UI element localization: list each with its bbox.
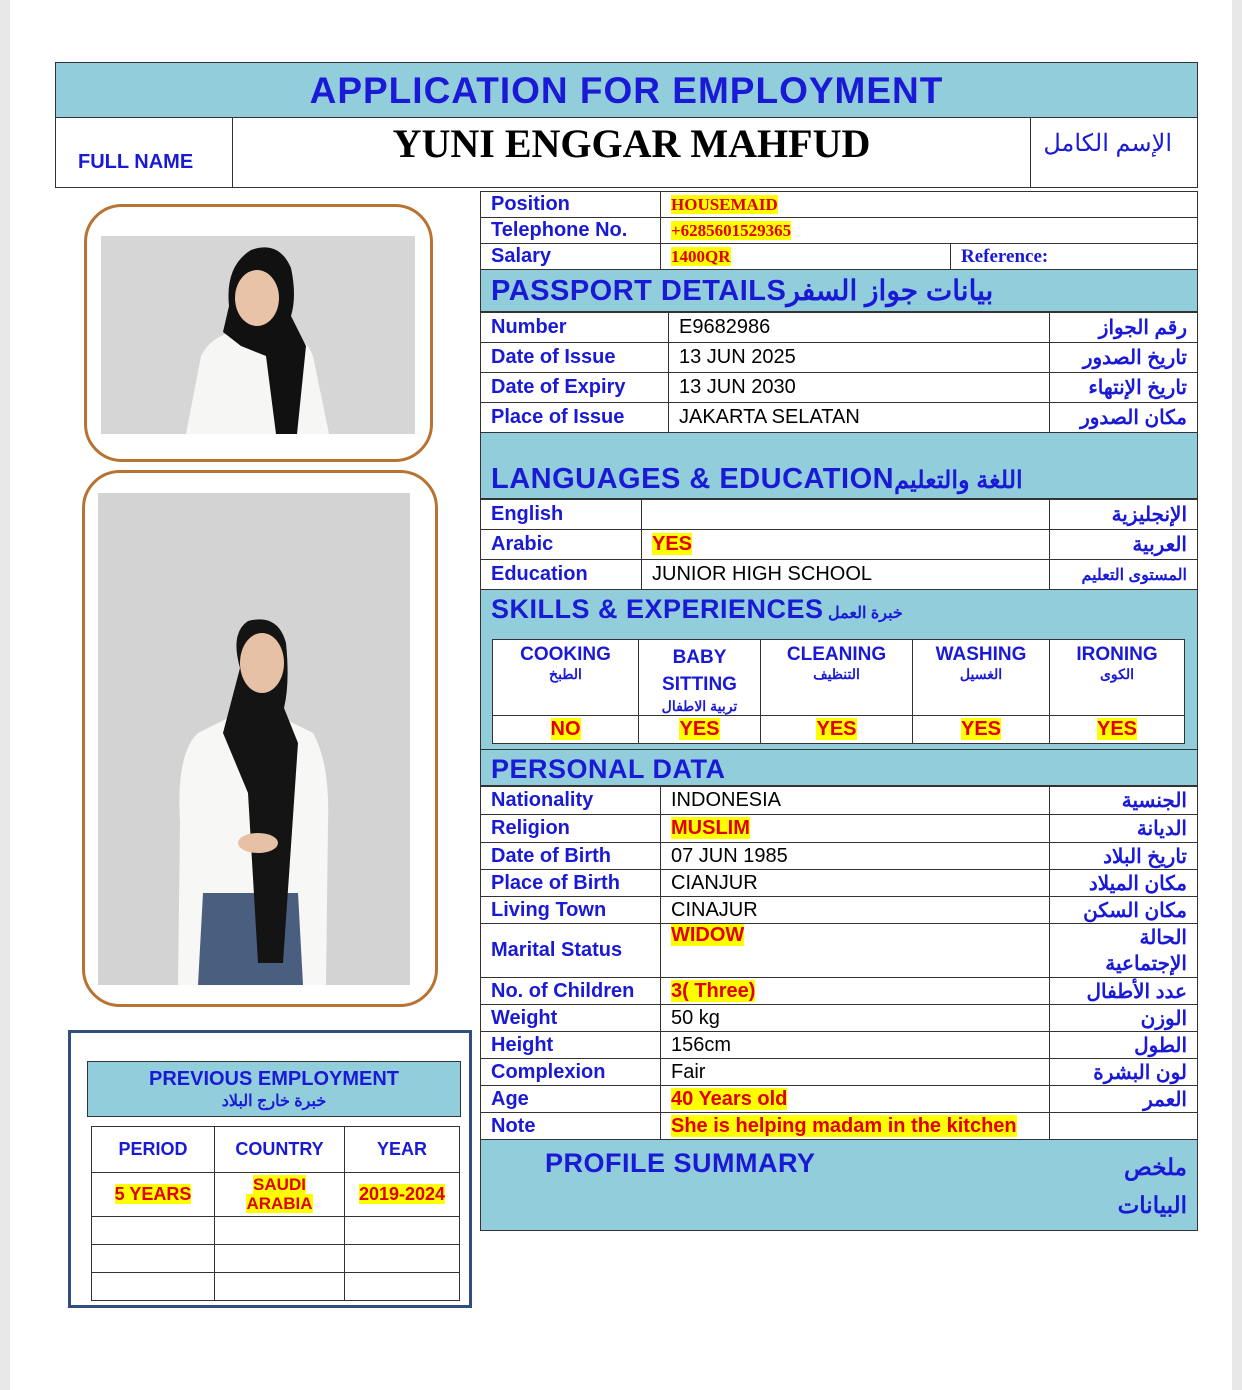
religion-arabic: الديانة [1050,815,1198,843]
issue-date-label: Date of Issue [481,343,669,373]
education-arabic: المستوى التعليم [1050,560,1198,590]
skill-baby-sitting [639,640,761,716]
religion-value: MUSLIM [671,817,750,839]
age-label: Age [481,1086,661,1113]
passport-table [480,312,1198,433]
complexion-label: Complexion [481,1059,661,1086]
place-of-birth-arabic: مكان الميلاد [1050,870,1198,897]
children-arabic: عدد الأطفال [1050,978,1198,1005]
title-bar [55,62,1198,118]
weight-label: Weight [481,1005,661,1032]
skill-cooking [493,640,639,716]
english-value [642,500,1050,530]
skill-ironing-value: YES [1096,718,1138,740]
previous-employment-table [91,1126,460,1301]
prev-empty-cell [92,1245,215,1273]
job-info-table [480,191,1198,270]
prev-col-country: COUNTRY [215,1127,345,1173]
skill-cleaning-value: YES [816,718,857,740]
arabic-label: Arabic [481,530,642,560]
full-name-row [55,117,1198,188]
prev-empty-cell [215,1245,345,1273]
previous-employment-header [87,1061,461,1117]
dob-value: 07 JUN 1985 [661,843,1050,870]
skill-washing-name: WASHING [935,644,1027,665]
full-body-photo [98,493,410,985]
nationality-arabic: الجنسية [1050,787,1198,815]
height-label: Height [481,1032,661,1059]
personal-data-header [480,750,1198,786]
full-name-arabic: الإسم الكامل [1043,130,1172,157]
dob-arabic: تاريخ البلاد [1050,843,1198,870]
issue-date-value: 13 JUN 2025 [669,343,1050,373]
skills-table [492,639,1185,744]
skill-ironing-name: IRONING [1076,644,1158,665]
skill-ironing [1050,640,1185,716]
nationality-label: Nationality [481,787,661,815]
salary-value: 1400QR [671,246,731,266]
age-arabic: العمر [1050,1086,1198,1113]
living-town-label: Living Town [481,897,661,924]
prev-empty-cell [92,1273,215,1301]
prev-col-period: PERIOD [92,1127,215,1173]
portrait-photo [101,236,415,434]
skill-baby-sitting-arabic: تربية الاطفال [661,698,738,714]
english-label: English [481,500,642,530]
dob-label: Date of Birth [481,843,661,870]
place-of-issue-label: Place of Issue [481,403,669,433]
expiry-date-value: 13 JUN 2030 [669,373,1050,403]
right-column [480,191,1198,1231]
age-value: 40 Years old [671,1087,788,1110]
document-page [10,0,1232,1390]
place-of-birth-label: Place of Birth [481,870,661,897]
nationality-value: INDONESIA [661,787,1050,815]
personal-data-table [480,786,1198,1140]
passport-header [480,270,1198,312]
marital-status-value: WIDOW [671,924,745,946]
profile-summary-section [480,1140,1198,1231]
skill-washing [913,640,1050,716]
expiry-date-arabic: تاريخ الإنتهاء [1050,373,1198,403]
prev-col-year: YEAR [345,1127,460,1173]
skill-cooking-arabic: الطبخ [549,666,582,682]
previous-employment-title-arabic: خبرة خارج البلاد [221,1093,327,1110]
issue-date-arabic: تاريخ الصدور [1050,343,1198,373]
complexion-value: Fair [661,1059,1050,1086]
education-value: JUNIOR HIGH SCHOOL [642,560,1050,590]
passport-title-arabic: بيانات جواز السفر [786,275,994,306]
marital-status-label: Marital Status [481,924,661,978]
skills-title-arabic: خبرة العمل [828,605,903,622]
place-of-issue-arabic: مكان الصدور [1050,403,1198,433]
prev-empty-cell [345,1217,460,1245]
arabic-value: YES [652,533,693,555]
prev-empty-cell [215,1217,345,1245]
skill-baby-sitting-value: YES [679,718,720,740]
telephone-value: +6285601529365 [671,220,792,240]
height-arabic: الطول [1050,1032,1198,1059]
skill-washing-arabic: الغسيل [959,666,1003,682]
skill-cleaning [761,640,913,716]
salary-label: Salary [481,244,661,270]
profile-summary-title-arabic: ملخص البيانات [1117,1154,1187,1218]
children-label: No. of Children [481,978,661,1005]
previous-employment-box [68,1030,472,1308]
languages-title: LANGUAGES & EDUCATION [491,463,895,495]
marital-status-arabic: الحالة الإجتماعية [1050,924,1198,978]
skill-washing-value: YES [960,718,1002,740]
prev-empty-cell [345,1273,460,1301]
skill-cooking-name: COOKING [520,644,611,665]
position-value: HOUSEMAID [671,194,778,214]
skills-section [480,590,1198,750]
languages-table [480,499,1198,590]
languages-header [480,433,1198,499]
education-label: Education [481,560,642,590]
complexion-arabic: لون البشرة [1050,1059,1198,1086]
skill-cleaning-arabic: التنظيف [813,666,860,682]
skill-baby-sitting-name: BABY SITTING [662,647,737,695]
skill-ironing-arabic: الكوى [1099,666,1135,682]
skill-cleaning-name: CLEANING [786,644,887,665]
prev-country-value: SAUDI ARABIA [246,1174,313,1213]
living-town-value: CINAJUR [661,897,1050,924]
prev-empty-cell [215,1273,345,1301]
english-arabic: الإنجليزية [1050,500,1198,530]
prev-period-value: 5 YEARS [114,1184,192,1204]
reference-label: Reference: [951,244,1198,270]
children-value: 3( Three) [671,979,756,1002]
skills-title: SKILLS & EXPERIENCES [491,594,824,624]
expiry-date-label: Date of Expiry [481,373,669,403]
telephone-label: Telephone No. [481,218,661,244]
arabic-arabic: العربية [1050,530,1198,560]
passport-number-label: Number [481,313,669,343]
note-value: She is helping madam in the kitchen [671,1114,1017,1137]
full-name-value: YUNI ENGGAR MAHFUD [392,121,871,166]
note-label: Note [481,1113,661,1140]
passport-number-value: E9682986 [669,313,1050,343]
profile-summary-title: PROFILE SUMMARY [545,1148,816,1178]
religion-label: Religion [481,815,661,843]
height-value: 156cm [661,1032,1050,1059]
position-label: Position [481,192,661,218]
languages-title-arabic: اللغة والتعليم [894,467,1023,494]
passport-title: PASSPORT DETAILS [491,275,787,307]
weight-arabic: الوزن [1050,1005,1198,1032]
note-arabic [1050,1113,1198,1140]
full-name-label: FULL NAME [78,151,194,173]
page-title: APPLICATION FOR EMPLOYMENT [309,70,944,111]
prev-year-value: 2019-2024 [358,1184,446,1204]
personal-data-title: PERSONAL DATA [491,754,726,784]
living-town-arabic: مكان السكن [1050,897,1198,924]
previous-employment-title: PREVIOUS EMPLOYMENT [148,1068,400,1090]
place-of-birth-value: CIANJUR [661,870,1050,897]
skill-cooking-value: NO [550,718,581,740]
weight-value: 50 kg [661,1005,1050,1032]
passport-number-arabic: رقم الجواز [1050,313,1198,343]
prev-empty-cell [92,1217,215,1245]
place-of-issue-value: JAKARTA SELATAN [669,403,1050,433]
prev-empty-cell [345,1245,460,1273]
